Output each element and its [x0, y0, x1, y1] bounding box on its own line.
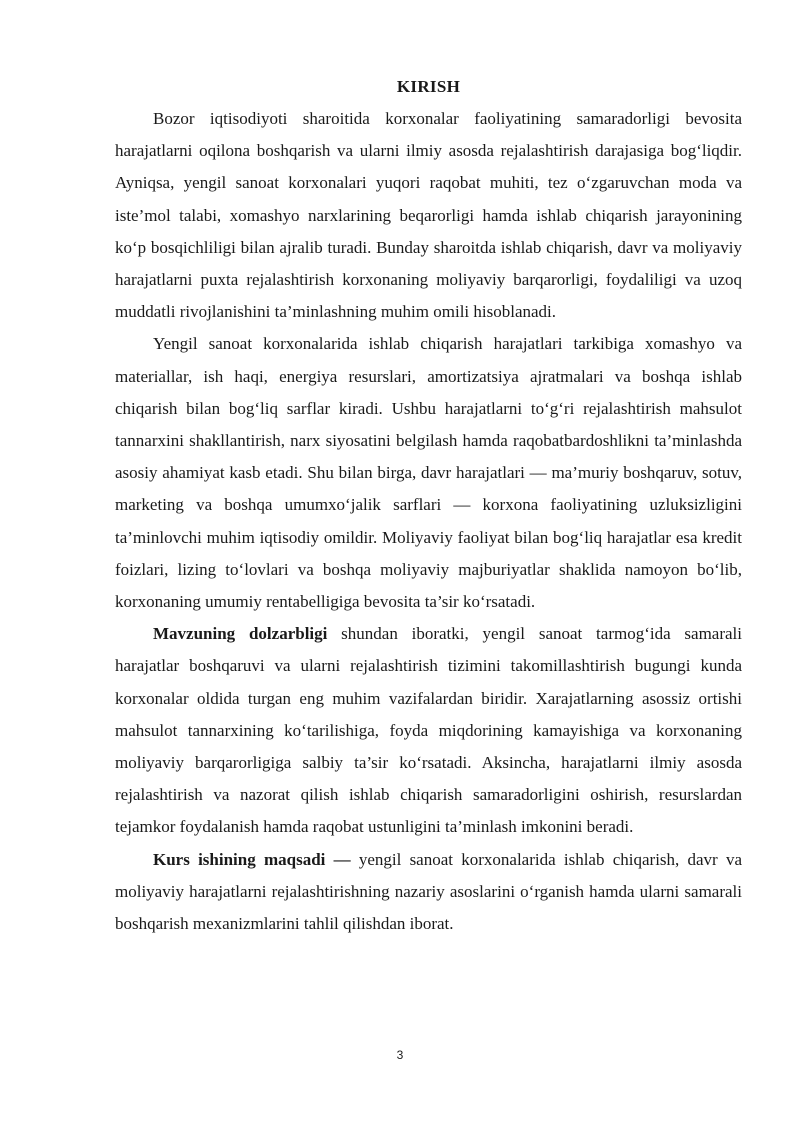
paragraph-lead-goal: Kurs ishining maqsadi —	[153, 849, 351, 869]
paragraph-text: Yengil sanoat korxonalarida ishlab chiqarish harajatlari tarkibiga xomashyo va materiallar, ish haqi, energiya resurslari, amortizatsiya ajratmalari va boshqa ishlab chiqarish bilan bog‘liq sarflar kiradi. Ushbu harajatlarni to‘g‘ri rejalashtirish mahsulot tannarxini shakllantirish, narx siyosatini belgilash hamda raqobatbardoshlikni ta’minlashda asosiy ahamiyat kasb etadi. Shu bilan birga, davr harajatlari — ma’muriy boshqaruv, sotuv, marketing va boshqa umumxo‘jalik sarflari — korxona faoliyatining uzluksizligini ta’minlovchi muhim iqtisodiy omildir. Moliyaviy faoliyat bilan bog‘liq harajatlar esa kredit foizlari, lizing to‘lovlari va boshqa moliyaviy majburiyatlar shaklida namoyon bo‘lib, korxonaning umumiy rentabelligiga bevosita ta’sir ko‘rsatadi.	[115, 334, 742, 612]
page-number: 3	[396, 1048, 404, 1062]
document-page	[115, 75, 742, 940]
paragraph-lead-relevance: Mavzuning dolzarbligi	[153, 624, 328, 644]
paragraph-text: shundan iboratki, yengil sanoat tarmog‘ida samarali harajatlar boshqaruvi va ularni rejalashtirish tizimini takomillashtirish bugungi kunda korxonalar oldida turgan eng muhim vazifalardan biridir. Xarajatlarning asossiz ortishi mahsulot tannarxining ko‘tarilishiga, foyda miqdorining kamayishiga va korxonaning moliyaviy barqarorligiga salbiy ta’sir ko‘rsatadi. Aksincha, harajatlarni ilmiy asosda rejalashtirish va nazorat qilish ishlab chiqarish samaradorligini oshirish, resurslardan tejamkor foydalanish hamda raqobat ustunligini ta’minlash imkonini beradi.	[115, 624, 743, 837]
section-title: KIRISH	[396, 77, 461, 96]
paragraph-text: Bozor iqtisodiyoti sharoitida korxonalar faoliyatining samaradorligi bevosita harajatlarni oqilona boshqarish va ularni ilmiy asosda rejalashtirish darajasiga bog‘liqdir. Ayniqsa, yengil sanoat korxonalari yuqori raqobat muhiti, tez o‘zgaruvchan moda va iste’mol talabi, xomashyo narxlarining beqarorligi hamda ishlab chiqarish jarayonining ko‘p bosqichliligi bilan ajralib turadi. Bunday sharoitda ishlab chiqarish, davr va moliyaviy harajatlarni puxta rejalashtirish korxonaning moliyaviy barqarorligi, foydaliligi va uzoq muddatli rivojlanishini ta’minlashning muhim omili hisoblanadi.	[115, 109, 742, 322]
paragraph-goal	[115, 844, 742, 941]
paragraph-intro	[115, 103, 742, 328]
paragraph-costs	[115, 328, 742, 618]
paragraph-text: yengil sanoat korxonalarida ishlab chiqarish, davr va moliyaviy harajatlarni rejalashtirishning nazariy asoslarini o‘rganish hamda ularni samarali boshqarish mexanizmlarini tahlil qilishdan iborat.	[115, 849, 742, 934]
paragraph-relevance	[115, 618, 742, 843]
